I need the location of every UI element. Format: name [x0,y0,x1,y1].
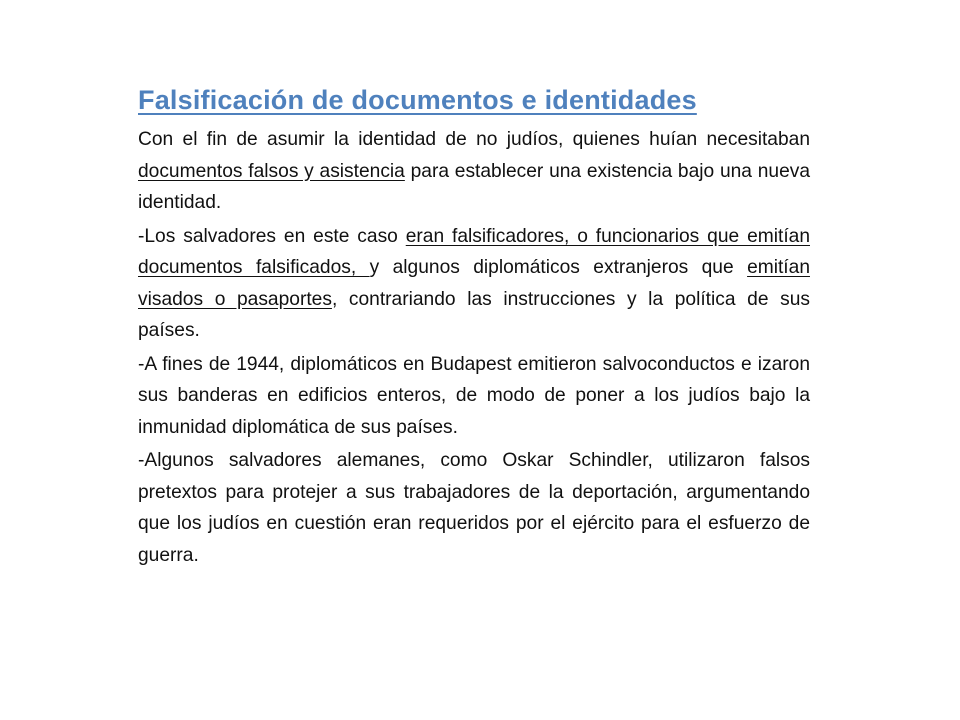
paragraph-text: -Los salvadores en este caso [138,225,406,247]
paragraph-text: Con el fin de asumir la identidad de no judíos, quienes huían necesitaban [138,129,810,150]
underlined-text: documentos falsos y asistencia [138,160,405,182]
paragraph-3 [138,349,810,444]
paragraph-1 [138,124,810,219]
slide-title: Falsificación de documentos e identidades [138,85,697,115]
slide-body [138,124,810,571]
underlined-text: eran falsificadores, o funcionarios que emitían documentos falsificados, [138,225,810,278]
underlined-text: emitían visados o pasaportes [138,257,810,310]
paragraph-text: -Algunos salvadores alemanes, como Oskar Schindler, utilizaron falsos pretextos para protejer a sus trabajadores de la deportación, argumentando que los judíos en cuestión eran requeridos por el ejército para el esfuerzo de guerra. [138,450,810,566]
paragraph-text: para establecer una existencia bajo una nueva identidad. [138,160,811,213]
paragraph-text: , contrariando las instrucciones y la política de sus países. [138,288,811,341]
slide-content [138,82,810,573]
paragraph-text: -A fines de 1944, diplomáticos en Budapest emitieron salvoconductos e izaron sus banderas en edificios enteros, de modo de poner a los judíos bajo la inmunidad diplomática de sus países. [138,353,810,438]
paragraph-text: y algunos diplomáticos extranjeros que [369,257,748,278]
paragraph-2 [138,221,810,347]
paragraph-4 [138,445,810,571]
